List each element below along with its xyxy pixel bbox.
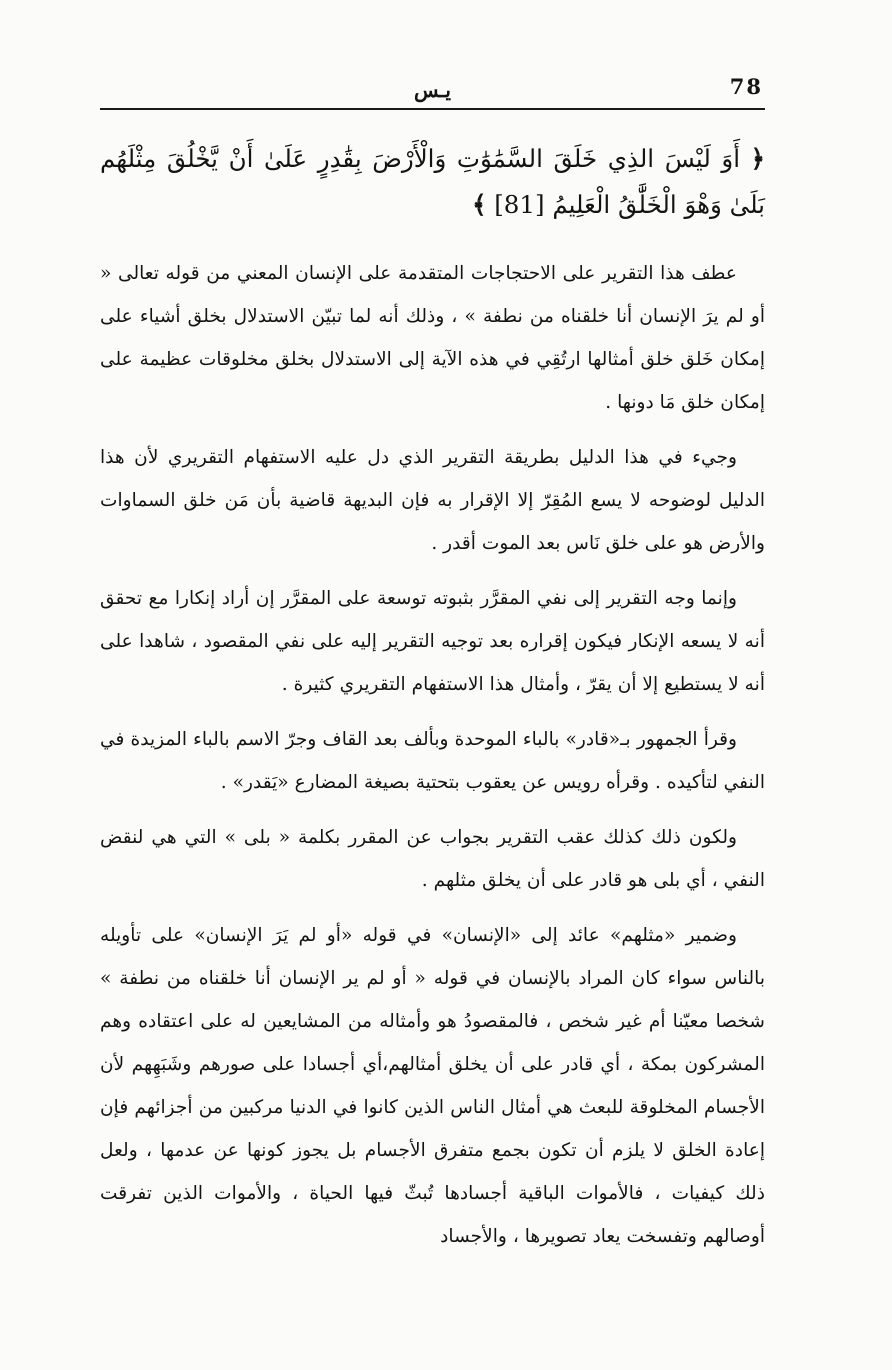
running-head: يـس xyxy=(414,78,451,102)
page-body xyxy=(100,136,765,1270)
page-number: 78 xyxy=(729,74,763,99)
verse-open-bracket: ﴿ xyxy=(750,144,765,173)
quran-verse xyxy=(100,136,765,228)
paragraph-1: عطف هذا التقرير على الاحتجاجات المتقدمة على الإنسان المعني من قوله تعالى « أو لم يرَ الإنسان أنا خلقناه من نطفة » ، وذلك أنه لما تبيّن الاستدلال بخلق أشياء على إمكان خَلق خلق أمثالها ارتُقِي في هذه الآية إلى الاستدلال بخلق مخلوقات عظيمة على إمكان خلق مَا دونها . xyxy=(100,263,765,413)
paragraph-5: ولكون ذلك كذلك عقب التقرير بجواب عن المقرر بكلمة « بلى » التي هي لنقض النفي ، أي بلى هو قادر على أن يخلق مثلهم . xyxy=(100,827,765,891)
document-page xyxy=(100,0,765,1370)
paragraph-6: وضمير «مثلهم» عائد إلى «الإنسان» في قوله «أو لم يَرَ الإنسان» على تأويله بالناس سواء كان المراد بالإنسان في قوله « أو لم ير الإنسان أنا خلقناه من نطفة » شخصا معيّنا أم غير شخص ، فالمقصودُ هو وأمثاله من المشايعين له على اعتقاده وهم المشركون بمكة ، أي قادر على أن يخلق أمثالهم،أي أجسادا على صورهم وشَبَهِهم لأن الأجسام المخلوقة للبعث هي أمثال الناس الذين كانوا في الدنيا مركبين من أجزائهم فإن إعادة الخلق لا يلزم أن تكون بجمع متفرق الأجسام بل يجوز كونها عن عدمها ، ولعل ذلك كيفيات ، فالأموات الباقية أجسادها تُبثّ فيها الحياة ، والأموات الذين تفرقت أوصالهم وتفسخت يعاد تصويرها ، والأجساد xyxy=(100,925,765,1247)
paragraph-2: وجيء في هذا الدليل بطريقة التقرير الذي دل عليه الاستفهام التقريري لأن هذا الدليل لوضوحه لا يسع المُقِرّ إلا الإقرار به فإن البديهة قاضية بأن مَن خلق السماوات والأرض هو على خلق نَاس بعد الموت أقدر . xyxy=(100,447,765,554)
page-header xyxy=(100,72,765,110)
paragraph-3: وإنما وجه التقرير إلى نفي المقرَّر بثبوته توسعة على المقرَّر إن أراد إنكارا مع تحقق أنه لا يسعه الإنكار فيكون إقراره بعد توجيه التقرير إليه على نفي المقصود ، شاهدا على أنه لا يستطيع إلا أن يقرّ ، وأمثال هذا الاستفهام التقريري كثيرة . xyxy=(100,588,765,695)
verse-text: أَوَ لَيْسَ الذِي خَلَقَ السَّمَٰوَٰتِ وَالْأَرْضَ بِقَٰدِرٍ عَلَىٰ أَنْ يَّخْلُقَ مِثْلَهُم بَلَىٰ وَهْوَ الْخَلَّٰقُ الْعَلِيمُ xyxy=(100,144,765,219)
verse-number: [81] xyxy=(494,190,545,219)
verse-close-bracket: ﴾ xyxy=(472,190,487,219)
paragraph-4: وقرأ الجمهور بـ«قادر» بالباء الموحدة وبألف بعد القاف وجرّ الاسم بالباء المزيدة في النفي لتأكيده . وقرأه رويس عن يعقوب بتحتية بصيغة المضارع «يَقدر» . xyxy=(100,729,765,793)
